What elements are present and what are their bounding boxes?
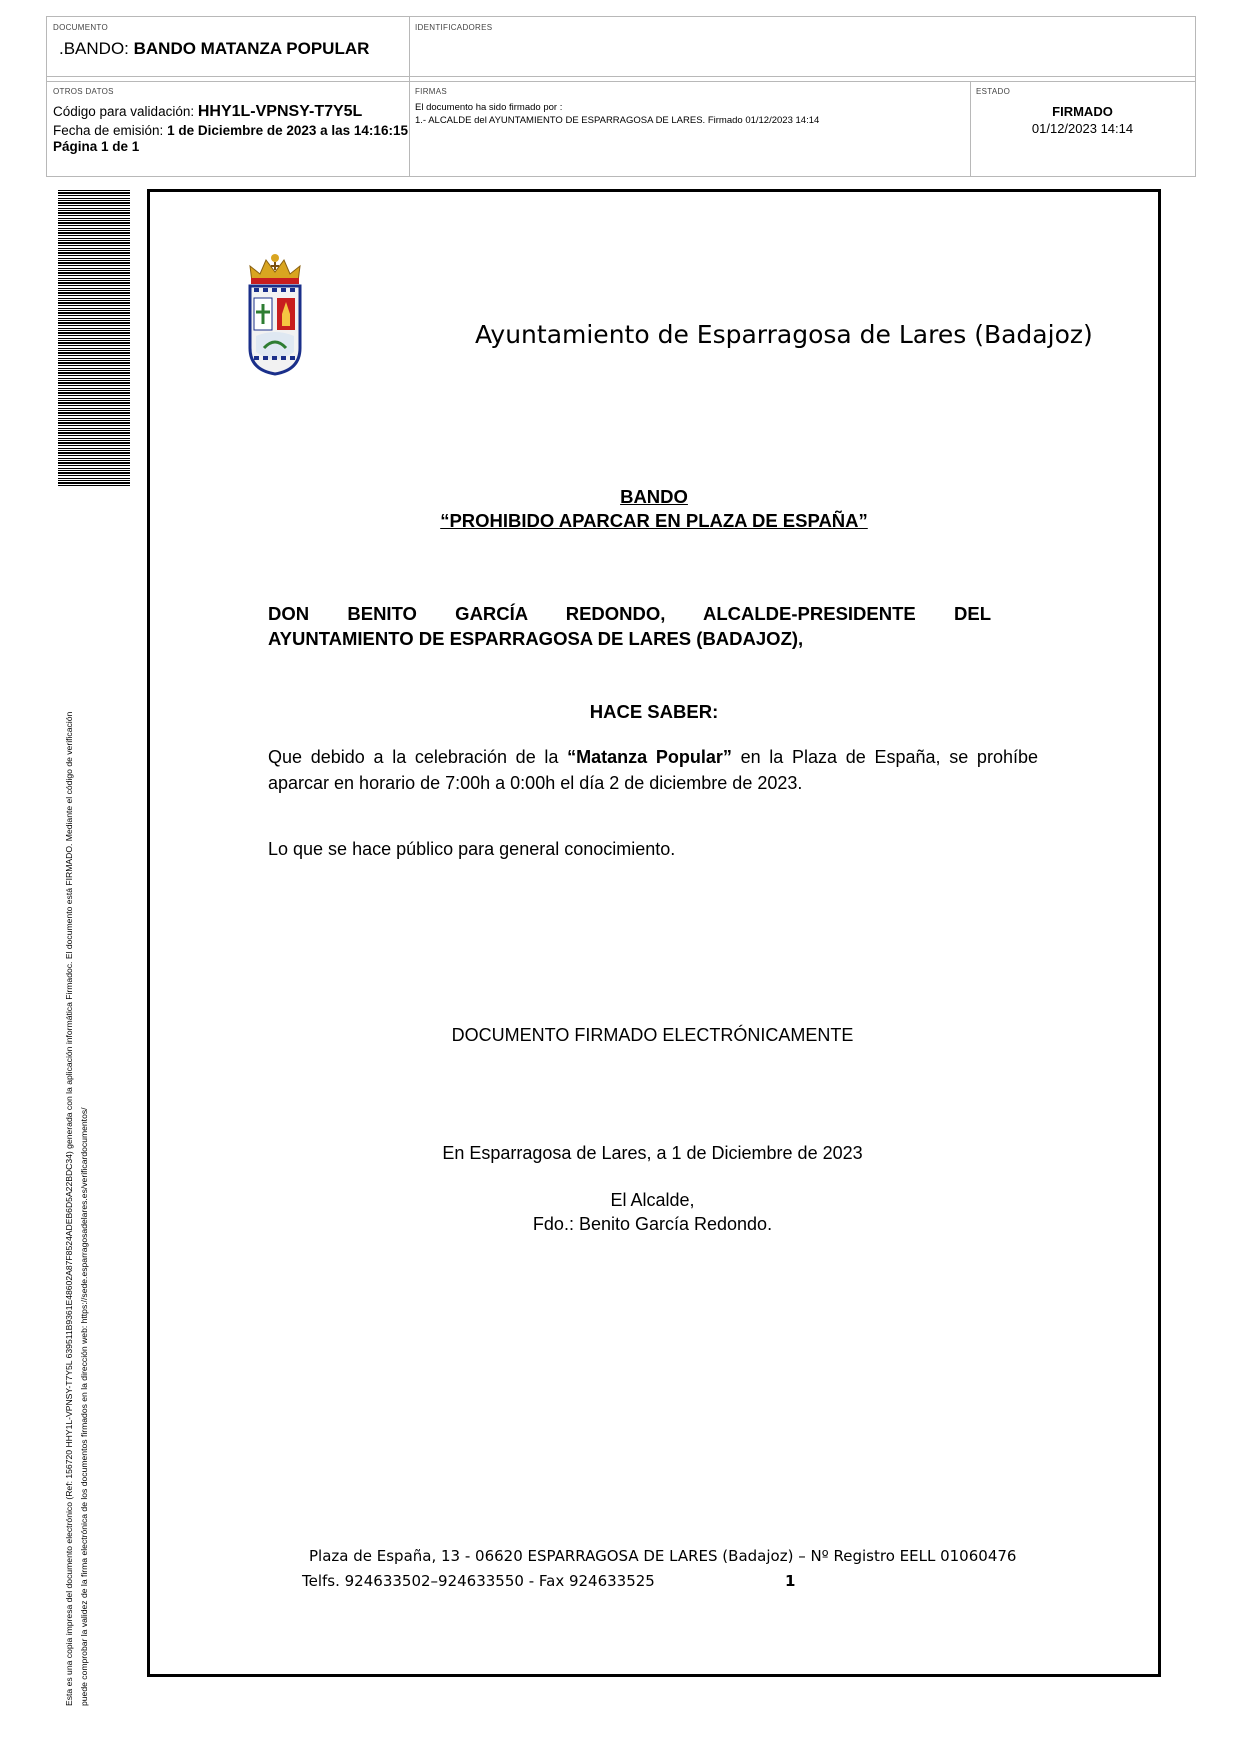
fecha-value: 1 de Diciembre de 2023 a las 14:16:15 — [167, 123, 408, 138]
hace-saber: HACE SABER: — [589, 701, 719, 722]
identificadores-label: IDENTIFICADORES — [415, 23, 493, 32]
otros-datos-label: OTROS DATOS — [53, 87, 114, 96]
fecha-label: Fecha de emisión: — [53, 123, 168, 138]
estado-date: 01/12/2023 14:14 — [1031, 121, 1134, 136]
estado-cell — [970, 81, 1195, 176]
fecha-emision — [53, 123, 408, 138]
documento-label: DOCUMENTO — [53, 23, 108, 32]
paragraph-start: Que debido a la celebración de la — [268, 747, 568, 767]
divider — [47, 76, 1195, 77]
bando-title: BANDO — [620, 486, 688, 507]
main-paragraph — [268, 744, 1038, 796]
publico-line: Lo que se hace público para general conocimiento. — [268, 839, 676, 859]
mayor-line-2: AYUNTAMIENTO DE ESPARRAGOSA DE LARES (BADAJOZ), — [268, 628, 804, 649]
pagina: Página 1 de 1 — [53, 139, 140, 154]
codigo-label: Código para validación: — [53, 104, 198, 119]
coat-of-arms-icon — [244, 252, 306, 378]
alcalde-label: El Alcalde, — [610, 1190, 695, 1210]
otros-datos-cell — [47, 81, 409, 176]
firmas-line-2: 1.- ALCALDE del AYUNTAMIENTO DE ESPARRAGOSA DE LARES. Firmado 01/12/2023 14:14 — [415, 115, 820, 126]
document-title: BANDO MATANZA POPULAR — [133, 39, 370, 58]
side-note-line-1: Esta es una copia impresa del documento electrónico (Ref: 156720 HHY1L-VPNSY-T7Y5L 639511B9361E48602A87F8524ADEB6D5A22BDC34) generada con la aplicación informática Firmadoc. El documento está FIRMADO. Mediante el código de verificación — [64, 711, 74, 1706]
firmas-cell — [409, 81, 970, 176]
firmas-text — [415, 101, 819, 127]
document-name — [59, 39, 369, 59]
document-header — [46, 16, 1196, 177]
side-note-line-2: puede comprobar la validez de la firma electrónica de los documentos firmados en la dirección web: https://sede.esparragosadelares.es/verificardocumentos/ — [79, 1107, 89, 1706]
estado-value: FIRMADO — [1052, 104, 1113, 119]
document-frame — [147, 189, 1161, 1677]
documento-cell — [47, 17, 409, 76]
identificadores-cell — [409, 17, 1195, 76]
letterhead-town: Ayuntamiento de Esparragosa de Lares (Badajoz) — [475, 320, 1093, 349]
codigo-value: HHY1L-VPNSY-T7Y5L — [197, 103, 363, 120]
firmas-line-1: El documento ha sido firmado por : — [415, 102, 563, 113]
firma-nombre: Fdo.: Benito García Redondo. — [532, 1214, 773, 1234]
document-prefix: .BANDO: — [59, 39, 134, 58]
side-verification-note — [62, 486, 92, 1706]
bando-subtitle: “PROHIBIDO APARCAR EN PLAZA DE ESPAÑA” — [440, 510, 868, 531]
paragraph-end: en la Plaza de España, se prohíbe aparcar en horario de 7:00h a 0:00h el día 2 de diciembre de 2023. — [268, 747, 1038, 793]
estado-label: ESTADO — [976, 87, 1011, 96]
footer-page-number: 1 — [785, 1572, 796, 1590]
firmas-label: FIRMAS — [415, 87, 448, 96]
footer-phones: Telfs. 924633502–924633550 - Fax 924633525 — [302, 1572, 655, 1590]
footer-address: Plaza de España, 13 - 06620 ESPARRAGOSA DE LARES (Badajoz) – Nº Registro EELL 01060476 — [309, 1547, 1017, 1565]
codigo-validacion — [53, 103, 362, 121]
paragraph-highlight: “Matanza Popular” — [567, 747, 732, 767]
lugar-fecha: En Esparragosa de Lares, a 1 de Diciembre de 2023 — [442, 1143, 863, 1163]
barcode — [58, 190, 130, 486]
mayor-line-1: DON BENITO GARCÍA REDONDO, ALCALDE-PRESIDENTE DEL — [268, 603, 991, 624]
firmado-electronicamente: DOCUMENTO FIRMADO ELECTRÓNICAMENTE — [451, 1025, 854, 1045]
